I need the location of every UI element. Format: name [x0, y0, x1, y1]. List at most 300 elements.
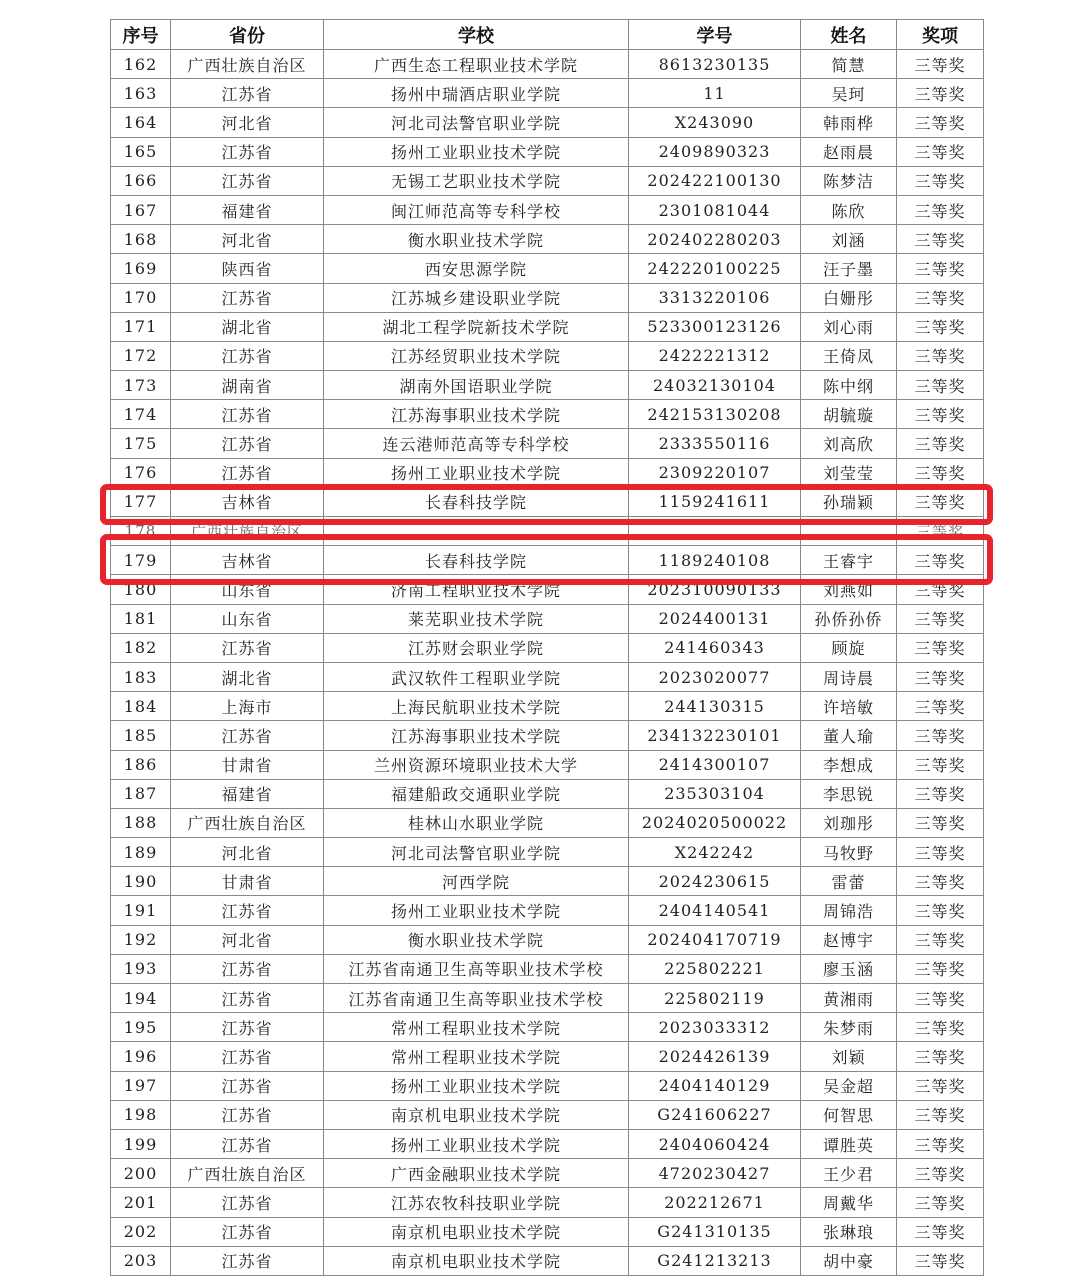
cell-award: 三等奖 [897, 1013, 984, 1042]
cell-index: 166 [111, 166, 171, 195]
cell-province: 甘肃省 [171, 750, 324, 779]
cell-student-id: 242153130208 [629, 400, 801, 429]
cell-index: 189 [111, 838, 171, 867]
cell-student-id: 523300123126 [629, 312, 801, 341]
cell-student-id: 2301081044 [629, 195, 801, 224]
cell-school: 无锡工艺职业技术学院 [324, 166, 629, 195]
cell-index: 188 [111, 808, 171, 837]
cell-index: 199 [111, 1129, 171, 1158]
cell-award: 三等奖 [897, 1246, 984, 1275]
cell-student-id: 235303104 [629, 779, 801, 808]
cell-award: 三等奖 [897, 867, 984, 896]
cell-school: 河北司法警官职业学院 [324, 108, 629, 137]
cell-school: 河西学院 [324, 867, 629, 896]
cell-index: 174 [111, 400, 171, 429]
cell-award: 三等奖 [897, 312, 984, 341]
cell-award: 三等奖 [897, 779, 984, 808]
cell-index: 176 [111, 458, 171, 487]
cell-index: 181 [111, 604, 171, 633]
cell-school: 南京机电职业技术学院 [324, 1246, 629, 1275]
cell-school: 南京机电职业技术学院 [324, 1217, 629, 1246]
cell-province: 江苏省 [171, 896, 324, 925]
cell-student-id: 2404140541 [629, 896, 801, 925]
cell-name: 朱梦雨 [801, 1013, 897, 1042]
header-index: 序号 [111, 20, 171, 50]
cell-award: 三等奖 [897, 458, 984, 487]
cell-index: 190 [111, 867, 171, 896]
cell-index: 171 [111, 312, 171, 341]
cell-student-id: 2023033312 [629, 1013, 801, 1042]
table-row [111, 604, 984, 633]
cell-index: 175 [111, 429, 171, 458]
cell-award: 三等奖 [897, 400, 984, 429]
cell-award: 三等奖 [897, 662, 984, 691]
cell-award: 三等奖 [897, 984, 984, 1013]
table-row [111, 195, 984, 224]
cell-province: 上海市 [171, 692, 324, 721]
cell-name: 孙侨孙侨 [801, 604, 897, 633]
cell-award: 三等奖 [897, 195, 984, 224]
cell-index: 196 [111, 1042, 171, 1071]
cell-name: 赵雨晨 [801, 137, 897, 166]
cell-name: 周锦浩 [801, 896, 897, 925]
cell-index: 173 [111, 371, 171, 400]
table-row [111, 1159, 984, 1188]
table-row [111, 721, 984, 750]
cell-award: 三等奖 [897, 925, 984, 954]
cell-name: 胡毓璇 [801, 400, 897, 429]
cell-award: 三等奖 [897, 79, 984, 108]
cell-school: 济南工程职业技术学院 [324, 575, 629, 604]
cell-school: 江苏经贸职业技术学院 [324, 341, 629, 370]
cell-name: 刘莹莹 [801, 458, 897, 487]
cell-award: 三等奖 [897, 254, 984, 283]
cell-index: 178 [111, 517, 171, 546]
cell-student-id: 8613230135 [629, 50, 801, 79]
cell-name: 顾旋 [801, 633, 897, 662]
cell-award: 三等奖 [897, 1071, 984, 1100]
cell-name: 赵博宇 [801, 925, 897, 954]
cell-school: 江苏省南通卫生高等职业技术学校 [324, 954, 629, 983]
cell-index: 162 [111, 50, 171, 79]
cell-award: 三等奖 [897, 546, 984, 575]
cell-school: 河北司法警官职业学院 [324, 838, 629, 867]
cell-name: 廖玉涵 [801, 954, 897, 983]
cell-student-id: 2422221312 [629, 341, 801, 370]
table-row [111, 808, 984, 837]
cell-index: 193 [111, 954, 171, 983]
cell-province: 广西壮族自治区 [171, 517, 324, 546]
cell-province: 江苏省 [171, 1246, 324, 1275]
cell-school: 常州工程职业技术学院 [324, 1042, 629, 1071]
table-row [111, 283, 984, 312]
cell-name: 刘颖 [801, 1042, 897, 1071]
cell-award: 三等奖 [897, 750, 984, 779]
cell-student-id: G241213213 [629, 1246, 801, 1275]
header-row [111, 20, 984, 50]
cell-award: 三等奖 [897, 1100, 984, 1129]
cell-name [801, 517, 897, 546]
cell-name: 刘燕如 [801, 575, 897, 604]
cell-name: 李思锐 [801, 779, 897, 808]
cell-school [324, 517, 629, 546]
cell-school: 扬州工业职业技术学院 [324, 1071, 629, 1100]
cell-school: 常州工程职业技术学院 [324, 1013, 629, 1042]
table-row [111, 166, 984, 195]
cell-province: 江苏省 [171, 429, 324, 458]
cell-school: 江苏海事职业技术学院 [324, 400, 629, 429]
cell-award: 三等奖 [897, 575, 984, 604]
cell-award: 三等奖 [897, 1188, 984, 1217]
cell-province: 江苏省 [171, 283, 324, 312]
table-row [111, 662, 984, 691]
table-row [111, 50, 984, 79]
cell-student-id: 202422100130 [629, 166, 801, 195]
cell-name: 许培敏 [801, 692, 897, 721]
cell-province: 吉林省 [171, 546, 324, 575]
cell-province: 江苏省 [171, 1013, 324, 1042]
cell-name: 刘高欣 [801, 429, 897, 458]
cell-student-id: 234132230101 [629, 721, 801, 750]
cell-school: 江苏城乡建设职业学院 [324, 283, 629, 312]
cell-province: 江苏省 [171, 79, 324, 108]
table-row [111, 1188, 984, 1217]
cell-student-id: 2024400131 [629, 604, 801, 633]
cell-award: 三等奖 [897, 1217, 984, 1246]
cell-province: 江苏省 [171, 1042, 324, 1071]
cell-award: 三等奖 [897, 108, 984, 137]
cell-index: 177 [111, 487, 171, 516]
cell-school: 桂林山水职业学院 [324, 808, 629, 837]
header-school: 学校 [324, 20, 629, 50]
cell-index: 186 [111, 750, 171, 779]
table-row [111, 225, 984, 254]
cell-name: 张琳琅 [801, 1217, 897, 1246]
cell-name: 汪子墨 [801, 254, 897, 283]
cell-school: 扬州工业职业技术学院 [324, 1129, 629, 1158]
cell-province: 江苏省 [171, 166, 324, 195]
cell-school: 江苏省南通卫生高等职业技术学校 [324, 984, 629, 1013]
table-row [111, 1042, 984, 1071]
cell-award: 三等奖 [897, 604, 984, 633]
cell-index: 180 [111, 575, 171, 604]
cell-student-id: 2024230615 [629, 867, 801, 896]
cell-student-id: 241460343 [629, 633, 801, 662]
cell-school: 扬州工业职业技术学院 [324, 137, 629, 166]
cell-student-id: 202310090133 [629, 575, 801, 604]
table-row [111, 925, 984, 954]
cell-school: 湖北工程学院新技术学院 [324, 312, 629, 341]
cell-award: 三等奖 [897, 166, 984, 195]
cell-province: 江苏省 [171, 954, 324, 983]
cell-student-id: 2333550116 [629, 429, 801, 458]
cell-name: 陈中纲 [801, 371, 897, 400]
cell-index: 192 [111, 925, 171, 954]
cell-province: 江苏省 [171, 721, 324, 750]
table-row [111, 312, 984, 341]
cell-student-id: 2404140129 [629, 1071, 801, 1100]
cell-award: 三等奖 [897, 517, 984, 546]
cell-student-id: 2414300107 [629, 750, 801, 779]
cell-province: 江苏省 [171, 1188, 324, 1217]
cell-award: 三等奖 [897, 838, 984, 867]
awards-table [110, 19, 984, 1276]
table-row [111, 633, 984, 662]
cell-award: 三等奖 [897, 283, 984, 312]
header-award: 奖项 [897, 20, 984, 50]
cell-name: 陈欣 [801, 195, 897, 224]
cell-student-id: 2404060424 [629, 1129, 801, 1158]
cell-index: 200 [111, 1159, 171, 1188]
cell-award: 三等奖 [897, 1129, 984, 1158]
cell-award: 三等奖 [897, 692, 984, 721]
cell-name: 陈梦洁 [801, 166, 897, 195]
cell-school: 扬州中瑞酒店职业学院 [324, 79, 629, 108]
cell-name: 胡中豪 [801, 1246, 897, 1275]
cell-province: 甘肃省 [171, 867, 324, 896]
table-row [111, 838, 984, 867]
cell-province: 山东省 [171, 604, 324, 633]
cell-student-id: 2409890323 [629, 137, 801, 166]
cell-index: 170 [111, 283, 171, 312]
cell-province: 江苏省 [171, 400, 324, 429]
cell-student-id: 11 [629, 79, 801, 108]
cell-student-id: 1159241611 [629, 487, 801, 516]
cell-award: 三等奖 [897, 808, 984, 837]
cell-province: 河北省 [171, 925, 324, 954]
cell-province: 河北省 [171, 108, 324, 137]
cell-index: 197 [111, 1071, 171, 1100]
header-name: 姓名 [801, 20, 897, 50]
cell-school: 扬州工业职业技术学院 [324, 896, 629, 925]
cell-award: 三等奖 [897, 429, 984, 458]
cell-name: 雷蕾 [801, 867, 897, 896]
cell-school: 湖南外国语职业学院 [324, 371, 629, 400]
cell-province: 江苏省 [171, 633, 324, 662]
cell-award: 三等奖 [897, 896, 984, 925]
cell-index: 191 [111, 896, 171, 925]
cell-name: 谭胜英 [801, 1129, 897, 1158]
cell-index: 182 [111, 633, 171, 662]
cell-school: 长春科技学院 [324, 487, 629, 516]
cell-index: 164 [111, 108, 171, 137]
table-row [111, 1013, 984, 1042]
cell-index: 169 [111, 254, 171, 283]
table-row [111, 546, 984, 575]
table-row [111, 79, 984, 108]
cell-school: 莱芜职业技术学院 [324, 604, 629, 633]
cell-province: 湖南省 [171, 371, 324, 400]
cell-name: 吴珂 [801, 79, 897, 108]
cell-name: 李想成 [801, 750, 897, 779]
table-row [111, 517, 984, 546]
cell-student-id: 1189240108 [629, 546, 801, 575]
cell-school: 福建船政交通职业学院 [324, 779, 629, 808]
cell-name: 刘心雨 [801, 312, 897, 341]
cell-school: 江苏海事职业技术学院 [324, 721, 629, 750]
cell-index: 184 [111, 692, 171, 721]
cell-province: 吉林省 [171, 487, 324, 516]
cell-name: 黄湘雨 [801, 984, 897, 1013]
cell-index: 179 [111, 546, 171, 575]
cell-school: 衡水职业技术学院 [324, 225, 629, 254]
cell-student-id: 3313220106 [629, 283, 801, 312]
cell-school: 连云港师范高等专科学校 [324, 429, 629, 458]
table-row [111, 254, 984, 283]
cell-student-id: 4720230427 [629, 1159, 801, 1188]
cell-index: 183 [111, 662, 171, 691]
cell-index: 172 [111, 341, 171, 370]
cell-name: 刘涵 [801, 225, 897, 254]
cell-index: 165 [111, 137, 171, 166]
cell-school: 兰州资源环境职业技术大学 [324, 750, 629, 779]
cell-province: 广西壮族自治区 [171, 808, 324, 837]
cell-province: 江苏省 [171, 1100, 324, 1129]
cell-index: 167 [111, 195, 171, 224]
cell-index: 168 [111, 225, 171, 254]
cell-school: 江苏农牧科技职业学院 [324, 1188, 629, 1217]
cell-school: 南京机电职业技术学院 [324, 1100, 629, 1129]
cell-name: 简慧 [801, 50, 897, 79]
cell-school: 武汉软件工程职业学院 [324, 662, 629, 691]
cell-school: 闽江师范高等专科学校 [324, 195, 629, 224]
table-row [111, 487, 984, 516]
table-row [111, 371, 984, 400]
cell-province: 江苏省 [171, 1217, 324, 1246]
table-row [111, 429, 984, 458]
cell-award: 三等奖 [897, 1159, 984, 1188]
header-province: 省份 [171, 20, 324, 50]
cell-index: 195 [111, 1013, 171, 1042]
table-row [111, 341, 984, 370]
table-row [111, 984, 984, 1013]
cell-name: 董人瑜 [801, 721, 897, 750]
table-row [111, 458, 984, 487]
cell-index: 163 [111, 79, 171, 108]
table-row [111, 954, 984, 983]
cell-award: 三等奖 [897, 954, 984, 983]
cell-student-id: 2023020077 [629, 662, 801, 691]
cell-award: 三等奖 [897, 1042, 984, 1071]
table-row [111, 867, 984, 896]
cell-student-id: X243090 [629, 108, 801, 137]
table-row [111, 137, 984, 166]
cell-province: 河北省 [171, 838, 324, 867]
table-row [111, 575, 984, 604]
cell-student-id: 2024426139 [629, 1042, 801, 1071]
cell-province: 湖北省 [171, 312, 324, 341]
cell-province: 湖北省 [171, 662, 324, 691]
cell-province: 陕西省 [171, 254, 324, 283]
cell-student-id: 202402280203 [629, 225, 801, 254]
table-row [111, 896, 984, 925]
cell-name: 王睿宇 [801, 546, 897, 575]
cell-student-id: 2024020500022 [629, 808, 801, 837]
cell-index: 185 [111, 721, 171, 750]
cell-student-id [629, 517, 801, 546]
table-row [111, 750, 984, 779]
cell-name: 王倚凤 [801, 341, 897, 370]
cell-province: 福建省 [171, 779, 324, 808]
cell-province: 福建省 [171, 195, 324, 224]
cell-province: 广西壮族自治区 [171, 50, 324, 79]
table-row [111, 1129, 984, 1158]
table-row [111, 1071, 984, 1100]
cell-award: 三等奖 [897, 341, 984, 370]
cell-student-id: 202212671 [629, 1188, 801, 1217]
cell-award: 三等奖 [897, 633, 984, 662]
cell-name: 韩雨桦 [801, 108, 897, 137]
table-row [111, 1246, 984, 1275]
cell-student-id: 225802119 [629, 984, 801, 1013]
cell-province: 江苏省 [171, 137, 324, 166]
cell-award: 三等奖 [897, 137, 984, 166]
cell-student-id: 202404170719 [629, 925, 801, 954]
cell-name: 王少君 [801, 1159, 897, 1188]
cell-index: 194 [111, 984, 171, 1013]
cell-province: 山东省 [171, 575, 324, 604]
cell-school: 衡水职业技术学院 [324, 925, 629, 954]
cell-school: 上海民航职业技术学院 [324, 692, 629, 721]
cell-province: 江苏省 [171, 341, 324, 370]
cell-student-id: G241310135 [629, 1217, 801, 1246]
cell-school: 西安思源学院 [324, 254, 629, 283]
cell-student-id: 242220100225 [629, 254, 801, 283]
cell-index: 202 [111, 1217, 171, 1246]
cell-school: 扬州工业职业技术学院 [324, 458, 629, 487]
cell-name: 周诗晨 [801, 662, 897, 691]
cell-name: 刘珈彤 [801, 808, 897, 837]
cell-school: 广西金融职业技术学院 [324, 1159, 629, 1188]
table-row [111, 692, 984, 721]
cell-school: 广西生态工程职业技术学院 [324, 50, 629, 79]
cell-province: 河北省 [171, 225, 324, 254]
cell-student-id: X242242 [629, 838, 801, 867]
cell-school: 长春科技学院 [324, 546, 629, 575]
cell-name: 何智思 [801, 1100, 897, 1129]
cell-student-id: G241606227 [629, 1100, 801, 1129]
table-row [111, 1100, 984, 1129]
cell-province: 江苏省 [171, 458, 324, 487]
cell-province: 广西壮族自治区 [171, 1159, 324, 1188]
table-row [111, 108, 984, 137]
cell-name: 白姗彤 [801, 283, 897, 312]
cell-student-id: 2309220107 [629, 458, 801, 487]
cell-award: 三等奖 [897, 487, 984, 516]
cell-index: 198 [111, 1100, 171, 1129]
cell-index: 203 [111, 1246, 171, 1275]
table-row [111, 779, 984, 808]
cell-award: 三等奖 [897, 371, 984, 400]
table-row [111, 1217, 984, 1246]
cell-index: 187 [111, 779, 171, 808]
cell-province: 江苏省 [171, 1071, 324, 1100]
cell-award: 三等奖 [897, 50, 984, 79]
cell-name: 周戴华 [801, 1188, 897, 1217]
cell-student-id: 244130315 [629, 692, 801, 721]
cell-name: 孙瑞颖 [801, 487, 897, 516]
cell-province: 江苏省 [171, 984, 324, 1013]
header-student-id: 学号 [629, 20, 801, 50]
cell-index: 201 [111, 1188, 171, 1217]
cell-name: 吴金超 [801, 1071, 897, 1100]
cell-award: 三等奖 [897, 225, 984, 254]
cell-name: 马牧野 [801, 838, 897, 867]
cell-student-id: 225802221 [629, 954, 801, 983]
table-row [111, 400, 984, 429]
cell-student-id: 24032130104 [629, 371, 801, 400]
cell-school: 江苏财会职业学院 [324, 633, 629, 662]
